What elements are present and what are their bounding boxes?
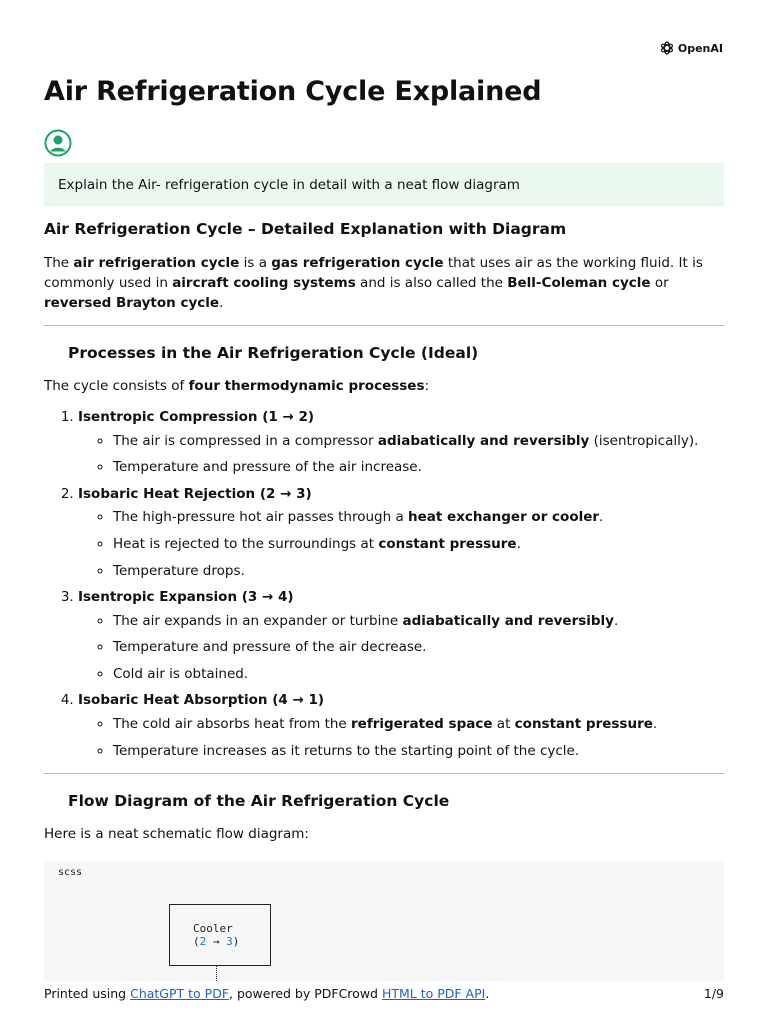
cycle-intro-text: The cycle consists of [44,377,189,394]
process-title: Isentropic Compression (1 → 2) [78,409,315,426]
process-title: Isobaric Heat Absorption (4 → 1) [78,692,325,709]
brand-name: OpenAI [677,41,723,55]
cycle-intro-text: : [424,377,430,394]
process-item [78,485,724,581]
user-prompt [44,163,724,206]
answer-content [44,218,724,856]
process-detail: ◦ The cold air absorbs heat from the refrigerated space at constant pressure. [113,715,724,735]
intro-text: The [44,255,74,272]
process-detail: ◦ The air expands in an expander or turbine adiabatically and reversibly. [113,612,724,632]
intro-paragraph [44,254,724,313]
process-title: Isentropic Expansion (3 → 4) [78,589,294,606]
process-detail: ◦ Heat is rejected to the surroundings at constant pressure. [113,535,724,555]
print-footer [44,986,724,1001]
process-details [78,715,724,761]
process-title: Isobaric Heat Rejection (2 → 3) [78,485,312,502]
intro-text: . [219,294,224,311]
page-number: 1/9 [703,986,724,1001]
intro-text: or [650,275,669,292]
openai-logo [659,40,723,56]
code-language-label: scss [58,867,83,878]
diagram-connector [216,965,217,981]
process-item [78,691,724,761]
intro-bold: air refrigeration cycle [73,255,240,272]
process-details [78,508,724,581]
answer-heading: Air Refrigeration Cycle – Detailed Explanation with Diagram [44,220,567,238]
code-block [44,861,724,981]
page-title: Air Refrigeration Cycle Explained [44,76,542,107]
flow-diagram-heading: Flow Diagram of the Air Refrigeration Cycle [68,792,450,811]
processes-heading: Processes in the Air Refrigeration Cycle (Ideal) [68,344,479,363]
process-detail: ◦ The high-pressure hot air passes through a heat exchanger or cooler. [113,508,724,528]
process-detail: ◦ Cold air is obtained. [113,665,724,685]
user-prompt-text: Explain the Air- refrigeration cycle in detail with a neat flow diagram [58,176,520,193]
cycle-intro [44,377,724,397]
intro-bold: Bell-Coleman cycle [507,275,651,292]
openai-knot-icon [659,40,675,56]
intro-text: that uses air as the working fluid. It is commonly used in [44,255,703,292]
section-divider [44,773,724,774]
process-details [78,432,724,478]
intro-bold: aircraft cooling systems [172,275,356,292]
user-avatar-icon [44,129,72,157]
process-detail: ◦ Temperature and pressure of the air decrease. [113,638,724,658]
html-to-pdf-api-link[interactable]: HTML to PDF API [381,986,486,1001]
process-list [44,408,724,761]
intro-bold: gas refrigeration cycle [271,255,444,272]
process-detail: ◦ The air is compressed in a compressor adiabatically and reversibly (isentropically). [113,432,724,452]
process-item [78,588,724,684]
footer-credit: Printed using ChatGPT to PDF, powered by PDFCrowd HTML to PDF API. [44,986,490,1001]
cycle-intro-bold: four thermodynamic processes [188,377,425,394]
intro-text: and is also called the [355,275,508,292]
section-divider [44,325,724,326]
process-detail: ◦ Temperature and pressure of the air increase. [113,458,724,478]
intro-text: is a [239,255,272,272]
chatgpt-to-pdf-link[interactable]: ChatGPT to PDF [130,986,230,1001]
flow-intro: Here is a neat schematic flow diagram: [44,825,309,842]
process-detail: ◦ Temperature increases as it returns to the starting point of the cycle. [113,742,724,762]
process-item [78,408,724,478]
cooler-states: (2 → 3) [193,935,240,948]
process-detail: ◦ Temperature drops. [113,562,724,582]
intro-bold: reversed Brayton cycle [44,294,220,311]
process-details [78,612,724,685]
cooler-label: Cooler [193,922,233,935]
